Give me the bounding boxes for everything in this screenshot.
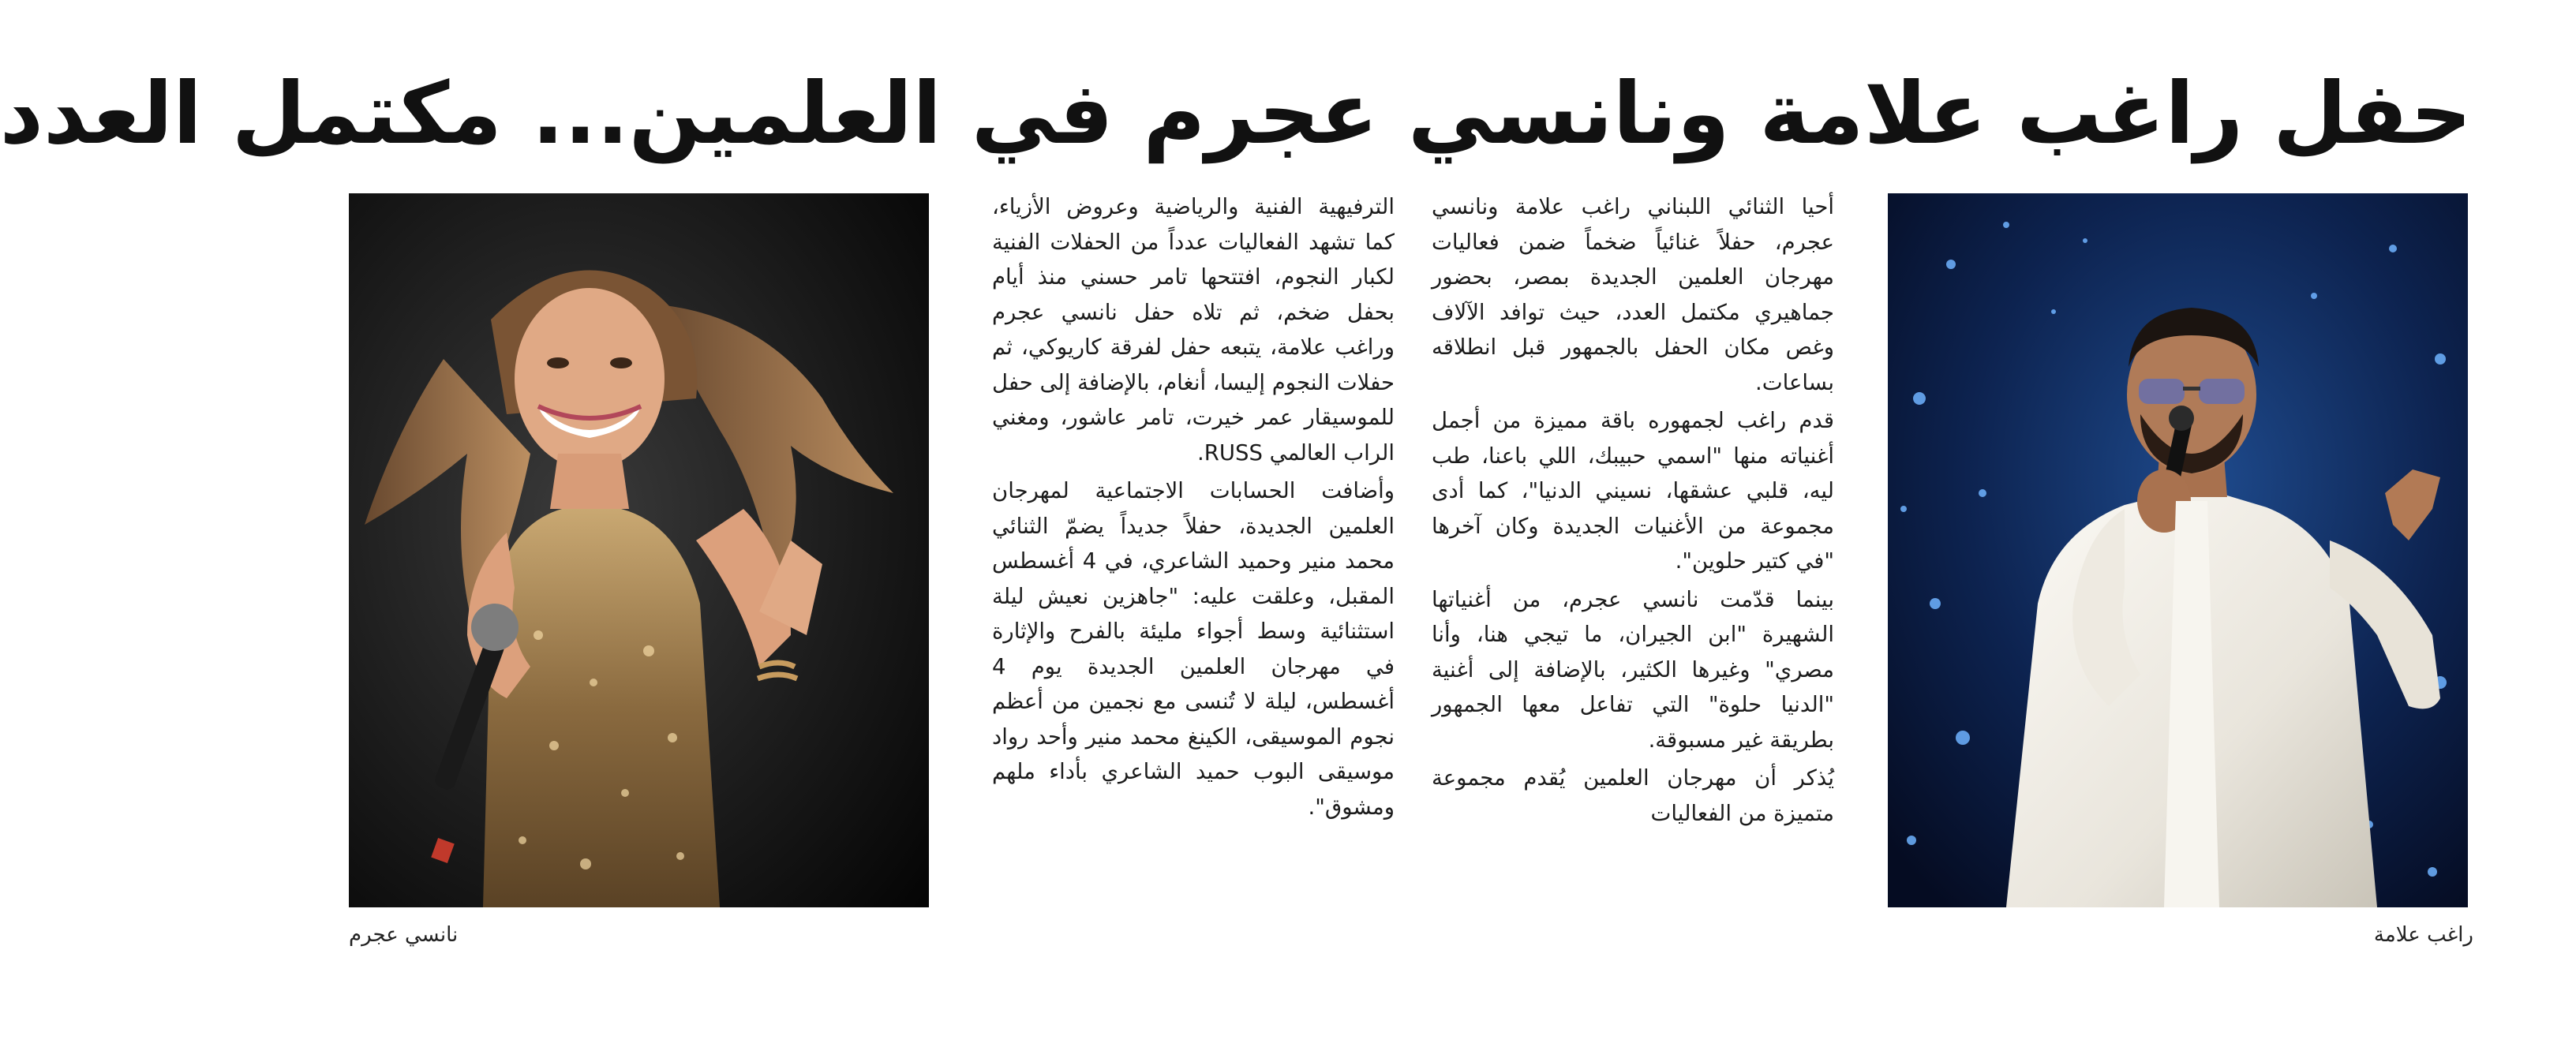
article-column-first <box>1432 189 1834 986</box>
article-column-second <box>992 189 1395 986</box>
paragraph: أحيا الثنائي اللبناني راغب علامة ونانسي عجرم، حفلاً غنائياً ضخماً ضمن فعاليات مهرجان العلمين الجديدة بمصر، بحضور جماهيري مكتمل العدد، حيث توافد الآلاف وغص مكان الحفل بالجمهور قبل انطلاقه بساعات. <box>1432 194 1834 395</box>
nancy-ajram-caption: نانسي عجرم <box>349 923 459 947</box>
headline: حفل راغب علامة ونانسي عجرم في العلمين... مكتمل العدد <box>0 65 2472 163</box>
nancy-ajram-photo <box>349 193 929 907</box>
paragraph: يُذكر أن مهرجان العلمين يُقدم مجموعة متميزة من الفعاليات <box>1432 765 1834 826</box>
ragheb-alama-photo <box>1888 193 2468 907</box>
paragraph: بينما قدّمت نانسي عجرم، من أغنياتها الشهيرة "ابن الجيران، ما تيجي هنا، وأنا مصري" وغيرها الكثير، بالإضافة إلى أغنية "الدنيا حلوة" التي تفاعل معها الجمهور بطريقة غير مسبوقة. <box>1432 586 1834 753</box>
paragraph: وأضافت الحسابات الاجتماعية لمهرجان العلمين الجديدة، حفلاً جديداً يضمّ الثنائي محمد منير وحميد الشاعري، في 4 أغسطس المقبل، وعلقت عليه: "جاهزين نعيش ليلة استثنائية وسط أجواء مليئة بالفرح والإثارة في مهرجان العلمين الجديدة يوم 4 أغسطس، ليلة لا تُنسى مع نجمين من أعظم نجوم الموسيقى، الكينغ محمد منير وأحد رواد موسيقى البوب حميد الشاعري بأداء ملهم ومشوق". <box>992 478 1395 820</box>
ragheb-alama-caption: راغب علامة <box>2373 923 2473 947</box>
paragraph: الترفيهية الفنية والرياضية وعروض الأزياء، كما تشهد الفعاليات عدداً من الحفلات الفنية لكبار النجوم، افتتحها تامر حسني منذ أيام بحفل ضخم، ثم تلاه حفل نانسي عجرم وراغب علامة، يتبعه حفل لفرقة كاريوكي، ثم حفلات النجوم إليسا، أنغام، بالإضافة إلى حفل للموسيقار عمر خيرت، تامر عاشور، ومغني الراب العالمي RUSS. <box>992 194 1395 466</box>
paragraph: قدم راغب لجمهوره باقة مميزة من أجمل أغنياته منها "اسمي حبيبك، اللي باعنا، طب ليه، قلبي عشقها، نسيني الدنيا"، كما أدى مجموعة من الأغنيات الجديدة وكان آخرها "في كتير حلوين". <box>1432 408 1834 574</box>
